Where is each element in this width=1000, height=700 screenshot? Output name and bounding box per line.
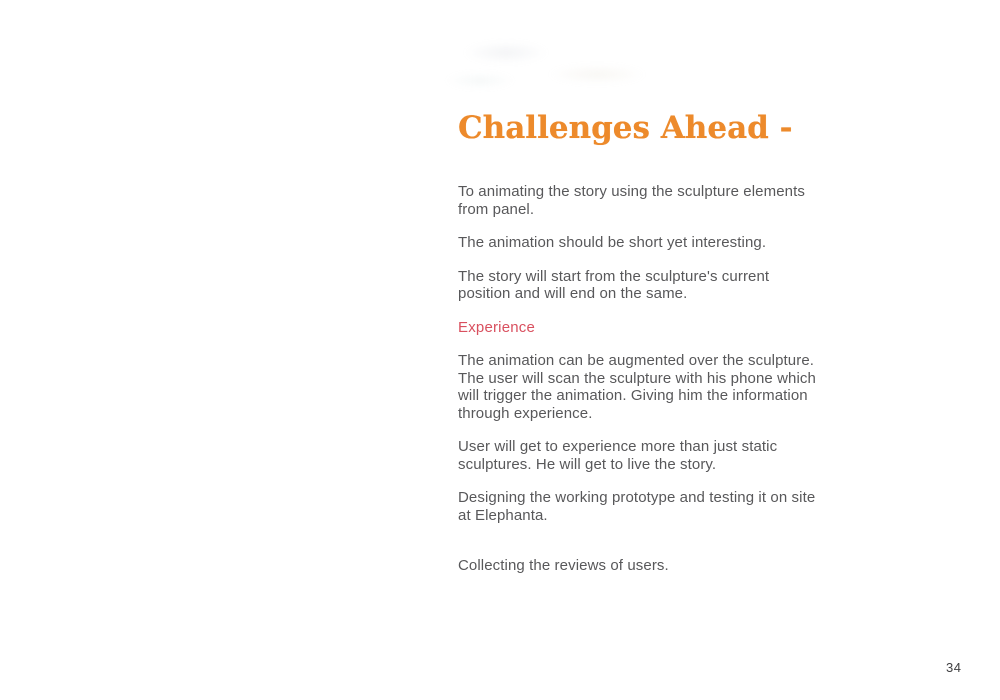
- paragraph-story-start: The story will start from the sculpture's current position and will end on the same.: [458, 267, 770, 302]
- paragraph-animation-short: The animation should be short yet interesting.: [458, 234, 767, 251]
- paragraph-prototype-testing: Designing the working prototype and testing it on site at Elephanta.: [458, 489, 816, 524]
- paragraph-user-experience: User will get to experience more than just static sculptures. He will get to live the story.: [458, 438, 778, 473]
- page-title: Challenges Ahead -: [458, 110, 793, 146]
- page-content: [458, 110, 824, 591]
- page-number: 34: [946, 660, 962, 675]
- paragraph-augmented-animation: The animation can be augmented over the sculpture. The user will scan the sculpture with his phone which will trigger the animation. Giving him the information through experience.: [458, 352, 816, 422]
- paragraph-animating-story: To animating the story using the sculpture elements from panel.: [458, 183, 805, 218]
- experience-subheading: Experience: [458, 318, 536, 336]
- scan-bleed-artifact: [428, 34, 688, 96]
- paragraph-collecting-reviews: Collecting the reviews of users.: [458, 557, 669, 574]
